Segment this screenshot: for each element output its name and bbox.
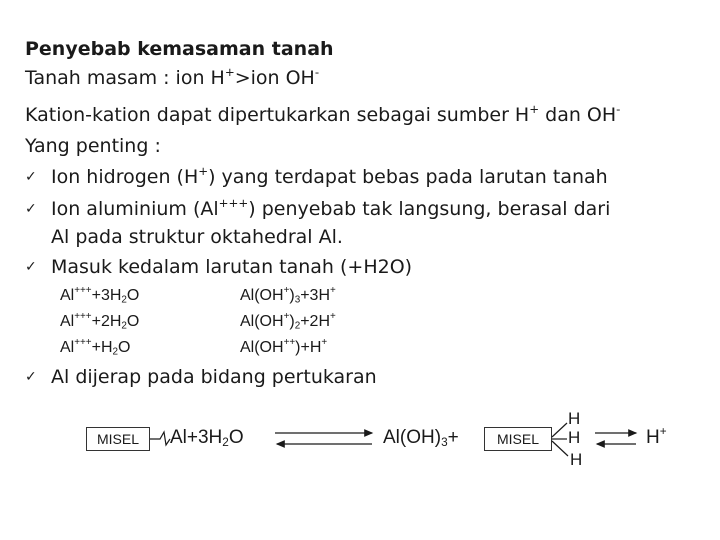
reaction-right-2: $Al(OH^+)_2+2H^+$ [240,311,336,332]
misel-box-right: MISEL [484,427,552,451]
acid-ion-line: Tanah masam : ion H+>ion OH- [25,64,320,89]
reaction-left-3: $Al^{+++}+H_2O$ [60,337,131,358]
reaction-left-1: $Al^{+++}+3H_2O$ [60,285,140,306]
bullet-aluminium-ion: Ion aluminium (Al+++) penyebab tak langsung, berasal dari [51,195,611,220]
diagram-right-formula: $Al(OH)_3+$ [383,427,459,449]
check-icon: ✓ [25,259,37,275]
check-icon: ✓ [25,169,37,185]
h-stack-middle: H [568,428,581,447]
check-icon: ✓ [25,201,37,217]
bond-connector [150,432,170,445]
bond-bottom [552,441,568,456]
misel-box-left: MISEL [86,427,150,451]
bond-top [552,423,567,437]
check-icon: ✓ [25,369,37,385]
reaction-right-3: Al(OH++)+H+ [240,337,328,356]
important-heading: Yang penting : [25,135,161,157]
bullet-adsorbed: Al dijerap pada bidang pertukaran [51,366,377,388]
bullet-aluminium-ion-continued: Al pada struktur oktahedral Al. [51,226,343,248]
hydrogen-ion: H+ [646,424,667,448]
bullet-hydrogen-ion: Ion hidrogen (H+) yang terdapat bebas pada larutan tanah [51,163,608,188]
h-stack-bottom: H [570,450,583,469]
bullet-enter-solution: Masuk kedalam larutan tanah (+H2O) [51,256,413,278]
reaction-right-1: $Al(OH^+)_3+3H^+$ [240,285,336,306]
slide-title: Penyebab kemasaman tanah [25,38,334,60]
h-stack-top: H [568,409,581,428]
exchangeable-cation-line: Kation-kation dapat dipertukarkan sebagai sumber H+ dan OH- [25,101,621,126]
diagram-left-formula: $Al+3H_2O$ [170,427,244,449]
reaction-left-2: $Al^{+++}+2H_2O$ [60,311,140,332]
